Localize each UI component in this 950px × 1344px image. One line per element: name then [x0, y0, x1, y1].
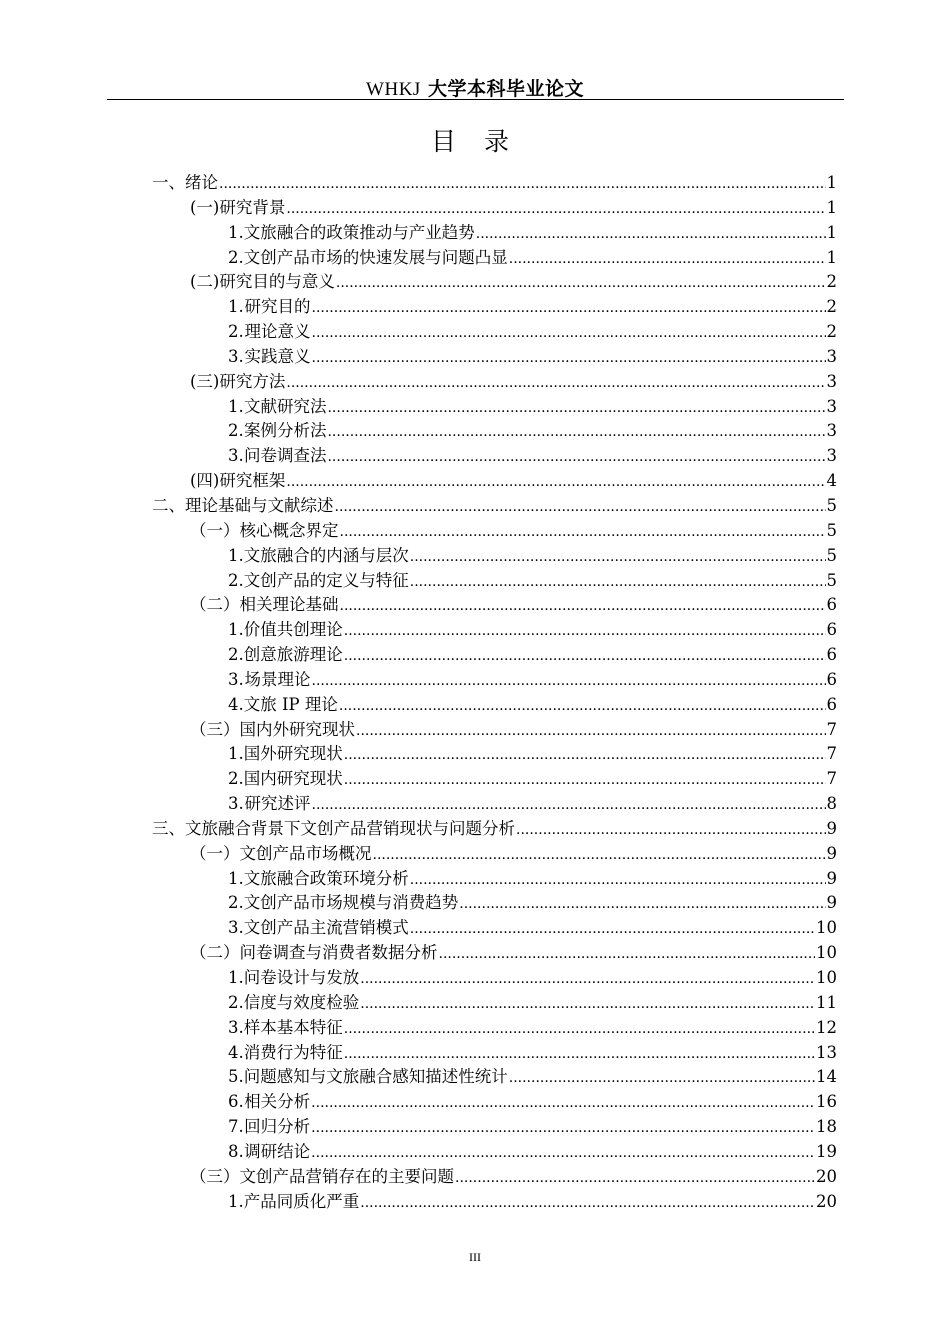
toc-dot-leader	[286, 196, 825, 222]
toc-entry-label: 价值共创理论	[243, 620, 343, 640]
toc-entry-page: 20	[816, 1166, 837, 1186]
toc-entry-number: 1.	[228, 868, 244, 888]
toc-entry-page: 1	[826, 197, 837, 217]
toc-entry-page: 7	[826, 744, 837, 764]
toc-dot-leader	[455, 1165, 815, 1191]
toc-entry-label: 理论基础与文献综述	[185, 495, 334, 515]
toc-entry-number: 3.	[228, 918, 244, 938]
toc-dot-leader	[410, 867, 826, 893]
toc-entry-label: 问卷调查与消费者数据分析	[239, 943, 438, 963]
toc-entry-number: 1.	[228, 1191, 244, 1211]
toc-entry-page: 1	[826, 173, 837, 192]
toc-entry-page: 3	[826, 446, 837, 466]
toc-dot-leader	[356, 718, 826, 744]
toc-entry[interactable]	[0, 419, 950, 444]
toc-dot-leader	[340, 593, 826, 619]
toc-dot-leader	[312, 295, 826, 321]
toc-entry-page: 3	[826, 396, 837, 416]
toc-entry-number: 3.	[228, 446, 244, 466]
toc-entry[interactable]	[0, 817, 950, 842]
toc-dot-leader	[476, 221, 826, 247]
toc-entry-page: 6	[826, 694, 837, 714]
toc-entry[interactable]	[0, 916, 950, 941]
toc-entry-number: 3.	[228, 1017, 244, 1037]
header-school-code: WHKJ	[366, 79, 421, 100]
toc-entry-page: 10	[816, 918, 837, 938]
toc-entry[interactable]	[0, 891, 950, 916]
toc-entry-label: 信度与效度检验	[243, 992, 360, 1012]
toc-dot-leader	[360, 991, 815, 1017]
toc-entry-label: 文旅融合的内涵与层次	[243, 545, 409, 565]
toc-entry-label: 问题感知与文旅融合感知描述性统计	[243, 1067, 508, 1087]
toc-entry-page: 5	[826, 520, 837, 540]
toc-entry[interactable]	[0, 395, 950, 420]
toc-entry-number: 二、	[152, 495, 185, 515]
toc-entry[interactable]	[0, 966, 950, 991]
toc-entry-page: 19	[816, 1141, 837, 1161]
toc-entry-page: 4	[826, 471, 837, 491]
toc-entry-page: 5	[826, 495, 837, 515]
toc-entry-label: 文旅融合的政策推动与产业趋势	[243, 222, 475, 242]
toc-dot-leader	[360, 1190, 815, 1216]
toc-dot-leader	[311, 1140, 815, 1166]
toc-entry-number: （二）	[190, 595, 240, 615]
toc-entry[interactable]	[0, 494, 950, 519]
toc-entry-label: 研究框架	[219, 471, 286, 491]
toc-entry-number: 一、	[152, 173, 185, 192]
toc-entry-label: 文创产品市场规模与消费趋势	[243, 893, 459, 913]
toc-entry-page: 9	[826, 818, 837, 838]
toc-entry-page: 9	[826, 843, 837, 863]
toc-entry-number: （二）	[190, 943, 240, 963]
toc-entry-number: (四)	[190, 471, 220, 491]
toc-entry[interactable]	[0, 991, 950, 1016]
toc-dot-leader	[360, 966, 815, 992]
toc-entry-page: 8	[826, 794, 837, 814]
toc-entry-number: 1.	[228, 620, 244, 640]
toc-entry-number: 3.	[228, 346, 244, 366]
toc-entry-label: 场景理论	[244, 669, 311, 689]
toc-entry-number: （三）	[190, 1166, 240, 1186]
toc-entry-label: 研究方法	[219, 371, 286, 391]
toc-entry-label: 相关分析	[244, 1092, 311, 1112]
toc-entry[interactable]	[0, 867, 950, 892]
toc-entry-page: 6	[826, 645, 837, 665]
toc-entry-page: 1	[826, 222, 837, 242]
toc-entry-label: 实践意义	[244, 346, 311, 366]
toc-dot-leader	[509, 246, 826, 272]
toc-entry[interactable]	[0, 196, 950, 221]
toc-entry-label: 文献研究法	[243, 396, 327, 416]
toc-dot-leader	[327, 395, 825, 421]
toc-entry[interactable]	[0, 668, 950, 693]
toc-entry-number: 5.	[228, 1067, 244, 1087]
toc-entry-label: 研究述评	[244, 794, 311, 814]
toc-dot-leader	[311, 1115, 815, 1141]
toc-entry-label: 问卷调查法	[243, 446, 327, 466]
toc-entry-label: 文创产品市场概况	[239, 843, 372, 863]
toc-dot-leader	[410, 916, 815, 942]
toc-entry-number: 1.	[228, 545, 244, 565]
toc-entry[interactable]	[0, 221, 950, 246]
toc-entry-label: 国内研究现状	[243, 769, 343, 789]
toc-dot-leader	[410, 569, 826, 595]
toc-entry-number: 2.	[228, 645, 244, 665]
toc-entry-page: 10	[816, 968, 837, 987]
toc-entry-label: 产品同质化严重	[243, 1191, 360, 1211]
toc-dot-leader	[312, 668, 826, 694]
toc-entry[interactable]	[0, 593, 950, 618]
toc-entry-page: 2	[826, 272, 837, 292]
toc-entry-label: 创意旅游理论	[243, 645, 343, 665]
toc-dot-leader	[373, 842, 826, 868]
toc-entry-number: 7.	[228, 1117, 244, 1137]
toc-entry[interactable]	[0, 295, 950, 320]
toc-entry-page: 11	[816, 992, 837, 1012]
toc-entry[interactable]	[0, 718, 950, 743]
toc-entry-label: 研究目的	[244, 297, 311, 317]
toc-entry-label: 文旅 IP 理论	[243, 694, 338, 714]
toc-entry-number: （三）	[190, 719, 240, 739]
toc-entry-page: 1	[826, 247, 837, 267]
toc-entry-number: 6.	[228, 1092, 244, 1112]
toc-dot-leader	[327, 419, 825, 445]
toc-entry[interactable]	[0, 941, 950, 966]
toc-entry-number: 1.	[228, 297, 244, 317]
toc-entry[interactable]	[0, 345, 950, 370]
toc-entry-label: 绪论	[185, 173, 218, 192]
toc-entry[interactable]	[0, 469, 950, 494]
toc-entry[interactable]	[0, 544, 950, 569]
toc-entry-number: （一）	[190, 520, 240, 540]
toc-dot-leader	[344, 742, 826, 768]
toc-entry-label: 国外研究现状	[243, 744, 343, 764]
toc-entry-page: 6	[826, 669, 837, 689]
toc-entry-page: 5	[826, 545, 837, 565]
toc-entry-number: 3.	[228, 794, 244, 814]
toc-entry-number: 2.	[228, 322, 244, 342]
toc-entry-page: 2	[826, 322, 837, 342]
toc-entry-number: 1.	[228, 968, 244, 987]
toc-entry-number: (二)	[190, 272, 220, 292]
toc-entry[interactable]	[0, 569, 950, 594]
header-thesis-title: 大学本科毕业论文	[420, 78, 584, 100]
toc-entry[interactable]	[0, 1190, 950, 1215]
toc-entry-number: 1.	[228, 396, 244, 416]
toc-entry-page: 3	[826, 346, 837, 366]
toc-dot-leader	[312, 792, 826, 818]
toc-dot-leader	[509, 1065, 815, 1091]
toc-dot-leader	[286, 469, 825, 495]
toc-entry[interactable]	[0, 246, 950, 271]
toc-entry-label: 文创产品的定义与特征	[243, 570, 409, 590]
toc-entry-page: 10	[816, 943, 837, 963]
toc-entry-number: 2.	[228, 247, 244, 267]
toc-entry-page: 6	[826, 595, 837, 615]
toc-entry-label: 文创产品营销存在的主要问题	[239, 1166, 454, 1186]
toc-entry[interactable]	[0, 171, 950, 196]
toc-entry-label: 样本基本特征	[243, 1017, 343, 1037]
toc-entry-page: 3	[826, 421, 837, 441]
toc-entry-label: 问卷设计与发放	[243, 968, 360, 987]
running-header	[0, 74, 950, 101]
toc-entry-label: 研究目的与意义	[219, 272, 335, 292]
toc-entry[interactable]	[0, 1016, 950, 1041]
toc-entry-number: (一)	[190, 197, 220, 217]
toc-entry[interactable]	[0, 1041, 950, 1066]
toc-entry-number: 三、	[152, 818, 185, 838]
toc-dot-leader	[312, 345, 826, 371]
toc-entry-label: 国内外研究现状	[239, 719, 355, 739]
toc-entry-label: 理论意义	[244, 322, 311, 342]
toc-entry-label: 文创产品主流营销模式	[243, 918, 409, 938]
toc-entry-number: 2.	[228, 421, 244, 441]
toc-dot-leader	[410, 544, 826, 570]
toc-entry-page: 14	[816, 1067, 837, 1087]
toc-entry-number: 4.	[228, 1042, 244, 1062]
toc-dot-leader	[339, 693, 826, 719]
toc-entry-number: 1.	[228, 744, 244, 764]
toc-dot-leader	[312, 320, 826, 346]
toc-entry[interactable]	[0, 320, 950, 345]
toc-entry-page: 16	[816, 1092, 837, 1112]
toc-dot-leader	[459, 891, 825, 917]
toc-entry[interactable]	[0, 444, 950, 469]
toc-entry-number: (三)	[190, 371, 220, 391]
toc-entry[interactable]	[0, 1165, 950, 1190]
toc-entry[interactable]	[0, 842, 950, 867]
toc-entry-label: 调研结论	[244, 1141, 311, 1161]
toc-dot-leader	[327, 444, 825, 470]
toc-entry[interactable]	[0, 1115, 950, 1140]
toc-entry-page: 12	[816, 1017, 837, 1037]
toc-entry-label: 文旅融合背景下文创产品营销现状与问题分析	[185, 818, 515, 838]
toc-entry-page: 13	[816, 1042, 837, 1062]
toc-entry[interactable]	[0, 1090, 950, 1115]
toc-dot-leader	[219, 171, 826, 197]
toc-dot-leader	[286, 370, 825, 396]
table-of-contents	[0, 171, 950, 1214]
toc-entry-number: 2.	[228, 570, 244, 590]
toc-title: 目 录	[431, 127, 519, 156]
toc-dot-leader	[344, 618, 826, 644]
toc-entry-label: 案例分析法	[243, 421, 327, 441]
header-rule	[107, 99, 844, 100]
toc-entry-label: 文创产品市场的快速发展与问题凸显	[243, 247, 508, 267]
toc-dot-leader	[340, 519, 826, 545]
toc-dot-leader	[335, 494, 826, 520]
toc-entry-number: 2.	[228, 769, 244, 789]
toc-dot-leader	[344, 1041, 815, 1067]
toc-entry-number: 3.	[228, 669, 244, 689]
toc-entry-page: 7	[826, 769, 837, 789]
toc-entry[interactable]	[0, 767, 950, 792]
toc-entry-page: 20	[816, 1191, 837, 1211]
toc-entry-page: 6	[826, 620, 837, 640]
toc-dot-leader	[344, 643, 826, 669]
toc-entry-page: 5	[826, 570, 837, 590]
toc-entry-label: 文旅融合政策环境分析	[243, 868, 409, 888]
toc-entry[interactable]	[0, 643, 950, 668]
toc-dot-leader	[336, 270, 826, 296]
toc-entry-number: 2.	[228, 992, 244, 1012]
toc-dot-leader	[344, 767, 826, 793]
toc-entry[interactable]	[0, 1140, 950, 1165]
toc-entry-number: 2.	[228, 893, 244, 913]
toc-entry[interactable]	[0, 270, 950, 295]
toc-entry-number: 1.	[228, 222, 244, 242]
toc-entry[interactable]	[0, 519, 950, 544]
toc-entry-page: 18	[816, 1117, 837, 1137]
toc-entry-number: （一）	[190, 843, 240, 863]
toc-entry-number: 8.	[228, 1141, 244, 1161]
toc-dot-leader	[311, 1090, 815, 1116]
toc-entry-page: 7	[826, 719, 837, 739]
toc-entry-page: 2	[826, 297, 837, 317]
toc-entry-label: 相关理论基础	[239, 595, 339, 615]
page-number: III	[469, 1250, 481, 1264]
toc-dot-leader	[344, 1016, 815, 1042]
toc-entry[interactable]	[0, 618, 950, 643]
toc-entry-label: 消费行为特征	[243, 1042, 343, 1062]
toc-dot-leader	[516, 817, 826, 843]
toc-entry-number: 4.	[228, 694, 244, 714]
toc-entry[interactable]	[0, 693, 950, 718]
toc-entry[interactable]	[0, 792, 950, 817]
toc-entry[interactable]	[0, 742, 950, 767]
toc-entry-page: 9	[826, 868, 837, 888]
toc-entry-label: 回归分析	[244, 1117, 311, 1137]
toc-entry-page: 3	[826, 371, 837, 391]
toc-entry[interactable]	[0, 370, 950, 395]
toc-entry-label: 研究背景	[219, 197, 286, 217]
toc-entry-page: 9	[826, 893, 837, 913]
toc-entry-label: 核心概念界定	[239, 520, 339, 540]
toc-entry[interactable]	[0, 1065, 950, 1090]
toc-dot-leader	[439, 941, 816, 967]
